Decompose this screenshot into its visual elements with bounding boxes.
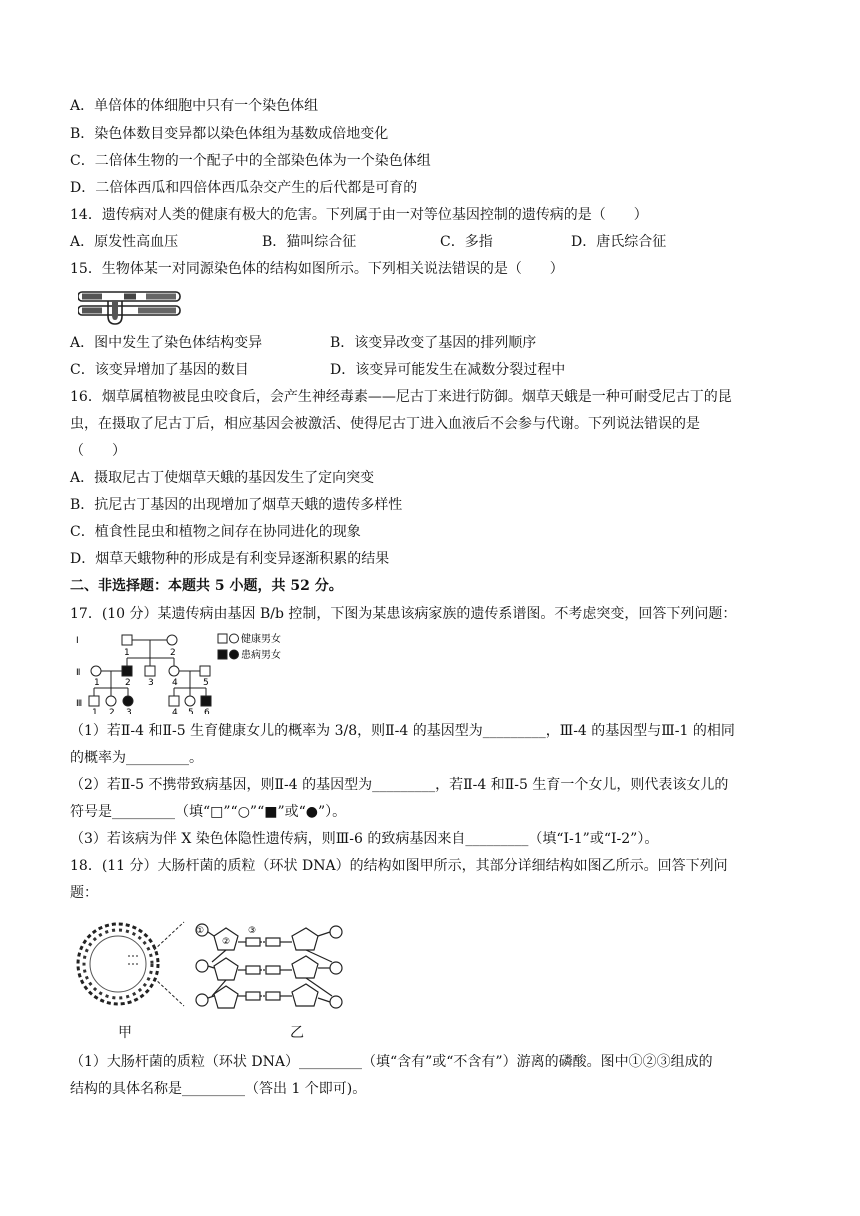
- q17-part2-line2: 符号是_________（填“□”“○”“■”或“●”）。: [70, 804, 347, 820]
- legend-healthy: 健康男女: [241, 634, 281, 645]
- q18-part1-line2: 结构的具体名称是_________（答出 1 个即可)。: [70, 1081, 367, 1097]
- legend-affected: 患病男女: [241, 650, 281, 661]
- q18-stem-line1: 18．(11 分）大肠杆菌的质粒（环状 DNA）的结构如图甲所示，其部分详细结构如图乙所示。回答下列问: [70, 858, 728, 874]
- q14-option-a: A．原发性高血压: [70, 234, 179, 250]
- q17-stem: 17．(10 分）某遗传病由基因 B/b 控制，下图为某患该病家族的遗传系谱图。不考虑突变，回答下列问题：: [70, 606, 737, 622]
- q17-part1-line1: （1）若Ⅱ-4 和Ⅱ-5 生育健康女儿的概率为 3/8，则Ⅱ-4 的基因型为_________，Ⅲ-4 的基因型与Ⅲ-1 的相同: [70, 723, 735, 739]
- q16-option-a: A．摄取尼古丁使烟草天蛾的基因发生了定向突变: [70, 470, 375, 486]
- q13-option-c: C．二倍体生物的一个配子中的全部染色体为一个染色体组: [70, 153, 431, 169]
- q18-stem-line2: 题：: [70, 885, 98, 901]
- q16-stem-line1: 16．烟草属植物被昆虫咬食后，会产生神经毒素——尼古丁来进行防御。烟草天蛾是一种可耐受尼古丁的昆: [70, 389, 732, 405]
- q16-option-d: D．烟草天蛾物种的形成是有利变异逐渐积累的结果: [70, 551, 390, 567]
- q14-option-c: C．多指: [440, 234, 493, 250]
- III-3-num: 3: [126, 708, 132, 714]
- II-3-num: 3: [148, 678, 154, 688]
- III-4-num: 4: [172, 708, 178, 714]
- q15-option-d: D．该变异可能发生在减数分裂过程中: [330, 362, 566, 378]
- q14-option-b: B．猫叫综合征: [262, 234, 357, 250]
- fig-label-jia: 甲: [118, 1025, 132, 1041]
- pedigree-chart: [74, 630, 314, 714]
- q15-option-b: B．该变异改变了基因的排列顺序: [330, 335, 537, 351]
- q15-stem: 15．生物体某一对同源染色体的结构如图所示。下列相关说法错误的是（ ）: [70, 261, 564, 277]
- q17-part1-line2: 的概率为_________。: [70, 750, 203, 766]
- fig-label-yi: 乙: [290, 1025, 304, 1041]
- gen-label-I: Ⅰ: [76, 636, 79, 646]
- mark-3: ③: [248, 926, 257, 936]
- q16-option-b: B．抗尼古丁基因的出现增加了烟草天蛾的遗传多样性: [70, 497, 403, 513]
- mark-2: ②: [222, 937, 231, 947]
- section-heading: 二、非选择题：本题共 5 小题，共 52 分。: [70, 578, 343, 594]
- III-1-num: 1: [92, 708, 98, 714]
- III-2-num: 2: [109, 708, 115, 714]
- q14-option-d: D．唐氏综合征: [571, 234, 667, 250]
- q17-part2-line1: （2）若Ⅱ-5 不携带致病基因，则Ⅱ-4 的基因型为_________，若Ⅱ-4 和Ⅱ-5 生育一个女儿，则代表该女儿的: [70, 777, 729, 793]
- gen-label-III: Ⅲ: [76, 699, 83, 709]
- III-5-num: 5: [188, 708, 194, 714]
- I-2-num: 2: [170, 648, 176, 658]
- q13-option-b: B．染色体数目变异都以染色体组为基数成倍地变化: [70, 126, 389, 142]
- q15-option-c: C．该变异增加了基因的数目: [70, 362, 249, 378]
- II-2-num: 2: [125, 678, 131, 688]
- mark-1: ①: [196, 926, 205, 936]
- q16-stem-line2: 虫，在摄取了尼古丁后，相应基因会被激活、使得尼古丁进入血液后不会参与代谢。下列说法错误的是: [70, 416, 700, 432]
- q16-option-c: C．植食性昆虫和植物之间存在协同进化的现象: [70, 524, 361, 540]
- chromosome-figure: [78, 290, 182, 326]
- gen-label-II: Ⅱ: [76, 668, 81, 678]
- q13-option-a: A．单倍体的体细胞中只有一个染色体组: [70, 98, 319, 114]
- III-6-num: 6: [204, 708, 210, 714]
- q17-part3: （3）若该病为伴 X 染色体隐性遗传病，则Ⅲ-6 的致病基因来自_________（填“Ⅰ-1”或“Ⅰ-2”）。: [70, 831, 659, 847]
- q15-option-a: A．图中发生了染色体结构变异: [70, 335, 263, 351]
- q16-stem-line3: （ ）: [70, 443, 126, 459]
- I-1-num: 1: [124, 648, 130, 658]
- q13-option-d: D．二倍体西瓜和四倍体西瓜杂交产生的后代都是可育的: [70, 180, 418, 196]
- II-1-num: 1: [94, 678, 100, 688]
- q14-stem: 14．遗传病对人类的健康有极大的危害。下列属于由一对等位基因控制的遗传病的是（ ）: [70, 207, 648, 223]
- II-4-num: 4: [172, 678, 178, 688]
- dna-figure: [74, 914, 364, 1014]
- q18-part1-line1: （1）大肠杆菌的质粒（环状 DNA）_________（填“含有”或“不含有”）游离的磷酸。图中①②③组成的: [70, 1054, 713, 1070]
- II-5-num: 5: [203, 678, 209, 688]
